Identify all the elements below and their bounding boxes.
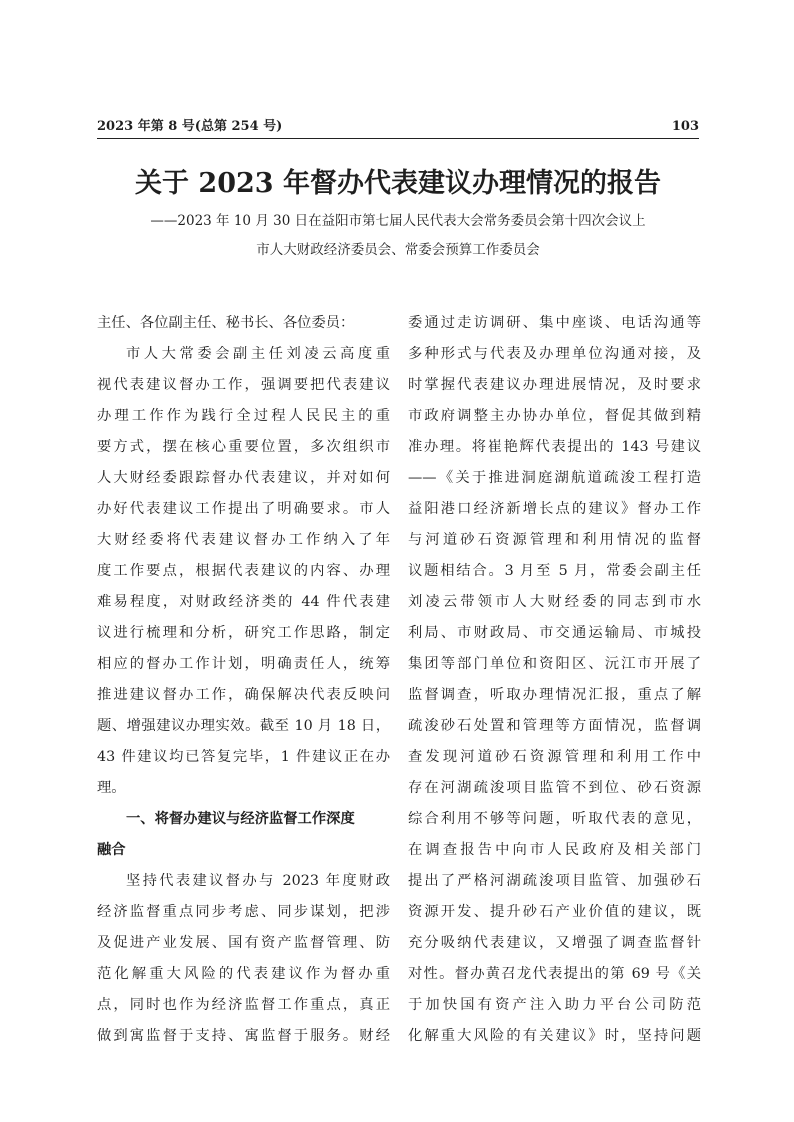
section-heading: 融合 [97, 842, 126, 858]
document-title: 关于 2023 年督办代表建议办理情况的报告 [135, 168, 661, 199]
body-line: 议题相结合。3 月至 5 月，常委会副主任 [408, 563, 701, 579]
body-line: 集团等部门单位和资阳区、沅江市开展了 [408, 656, 701, 672]
body-line: 利局、市财政局、市交通运输局、市城投 [408, 625, 701, 641]
body-line: 视代表建议督办工作，强调要把代表建议 [97, 377, 390, 393]
issue-number: 2023 年第 8 号(总第 254 号) [97, 119, 283, 134]
body-line: 对性。督办黄召龙代表提出的第 69 号《关 [408, 966, 701, 982]
body-line: 益阳港口经济新增长点的建议》督办工作 [408, 501, 701, 517]
body-line: 议进行梳理和分析，研究工作思路，制定 [97, 625, 390, 641]
body-line: 做到寓监督于支持、寓监督于服务。财经 [97, 1028, 390, 1044]
body-line: 43 件建议均已答复完毕，1 件建议正在办 [97, 749, 390, 765]
subtitle-authors: 市人大财政经济委员会、常委会预算工作委员会 [256, 242, 540, 258]
body-line: 资源开发、提升砂石产业价值的建议，既 [408, 904, 701, 920]
section-heading: 一、将督办建议与经济监督工作深度 [126, 811, 355, 827]
body-line: 经济监督重点同步考虑、同步谋划，把涉 [97, 904, 390, 920]
body-line: 题、增强建议办理实效。截至 10 月 18 日， [97, 718, 390, 734]
body-line: 提出了严格河湖疏浚项目监管、加强砂石 [408, 873, 701, 889]
body-line: 相应的督办工作计划，明确责任人，统筹 [97, 656, 390, 672]
header-rule [97, 138, 699, 139]
body-line: 充分吸纳代表建议，又增强了调查监督针 [408, 935, 701, 951]
salutation: 主任、各位副主任、秘书长、各位委员： [97, 315, 355, 331]
body-line: 化解重大风险的有关建议》时，坚持问题 [408, 1028, 701, 1044]
body-line: 推进建议督办工作，确保解决代表反映问 [97, 687, 390, 703]
body-line: 难易程度，对财政经济类的 44 件代表建 [97, 594, 390, 610]
body-line: 要方式，摆在核心重要位置，多次组织市 [97, 439, 390, 455]
body-line: 查发现河道砂石资源管理和利用工作中 [408, 749, 701, 765]
left-column [97, 308, 390, 1052]
body-line: 在调查报告中向市人民政府及相关部门 [408, 842, 701, 858]
body-line: 监督调查，听取办理情况汇报，重点了解 [408, 687, 701, 703]
right-column [408, 308, 701, 1052]
subtitle-meeting: ——2023 年 10 月 30 日在益阳市第七届人民代表大会常务委员会第十四次会议上 [150, 213, 646, 229]
page-number: 103 [671, 119, 699, 134]
body-line: 综合利用不够等问题，听取代表的意见， [408, 811, 701, 827]
body-line: 刘凌云带领市人大财经委的同志到市水 [408, 594, 701, 610]
body-line: 人大财经委跟踪督办代表建议，并对如何 [97, 470, 390, 486]
body-line: 办好代表建议工作提出了明确要求。市人 [97, 501, 390, 517]
body-line: 委通过走访调研、集中座谈、电话沟通等 [408, 315, 701, 331]
body-line: 坚持代表建议督办与 2023 年度财政 [126, 873, 390, 889]
running-header [97, 117, 699, 137]
body-line: 范化解重大风险的代表建议作为督办重 [97, 966, 390, 982]
body-line: 与河道砂石资源管理和利用情况的监督 [408, 532, 701, 548]
body-line: 时掌握代表建议办理进展情况，及时要求 [408, 377, 701, 393]
body-line: 多种形式与代表及办理单位沟通对接，及 [408, 346, 701, 362]
body-line: 于加快国有资产注入助力平台公司防范 [408, 997, 701, 1013]
body-line: 办理工作作为践行全过程人民民主的重 [97, 408, 390, 424]
body-line: ——《关于推进洞庭湖航道疏浚工程打造 [408, 470, 701, 486]
body-line: 及促进产业发展、国有资产监督管理、防 [97, 935, 390, 951]
body-line: 点，同时也作为经济监督工作重点，真正 [97, 997, 390, 1013]
body-line: 市人大常委会副主任刘凌云高度重 [126, 346, 390, 362]
body-line: 疏浚砂石处置和管理等方面情况，监督调 [408, 718, 701, 734]
body-line: 准办理。将崔艳辉代表提出的 143 号建议 [408, 439, 701, 455]
body-line: 存在河湖疏浚项目监管不到位、砂石资源 [408, 780, 701, 796]
body-line: 度工作要点，根据代表建议的内容、办理 [97, 563, 390, 579]
body-line: 大财经委将代表建议督办工作纳入了年 [97, 532, 390, 548]
body-line: 市政府调整主办协办单位，督促其做到精 [408, 408, 701, 424]
body-line: 理。 [97, 780, 126, 796]
